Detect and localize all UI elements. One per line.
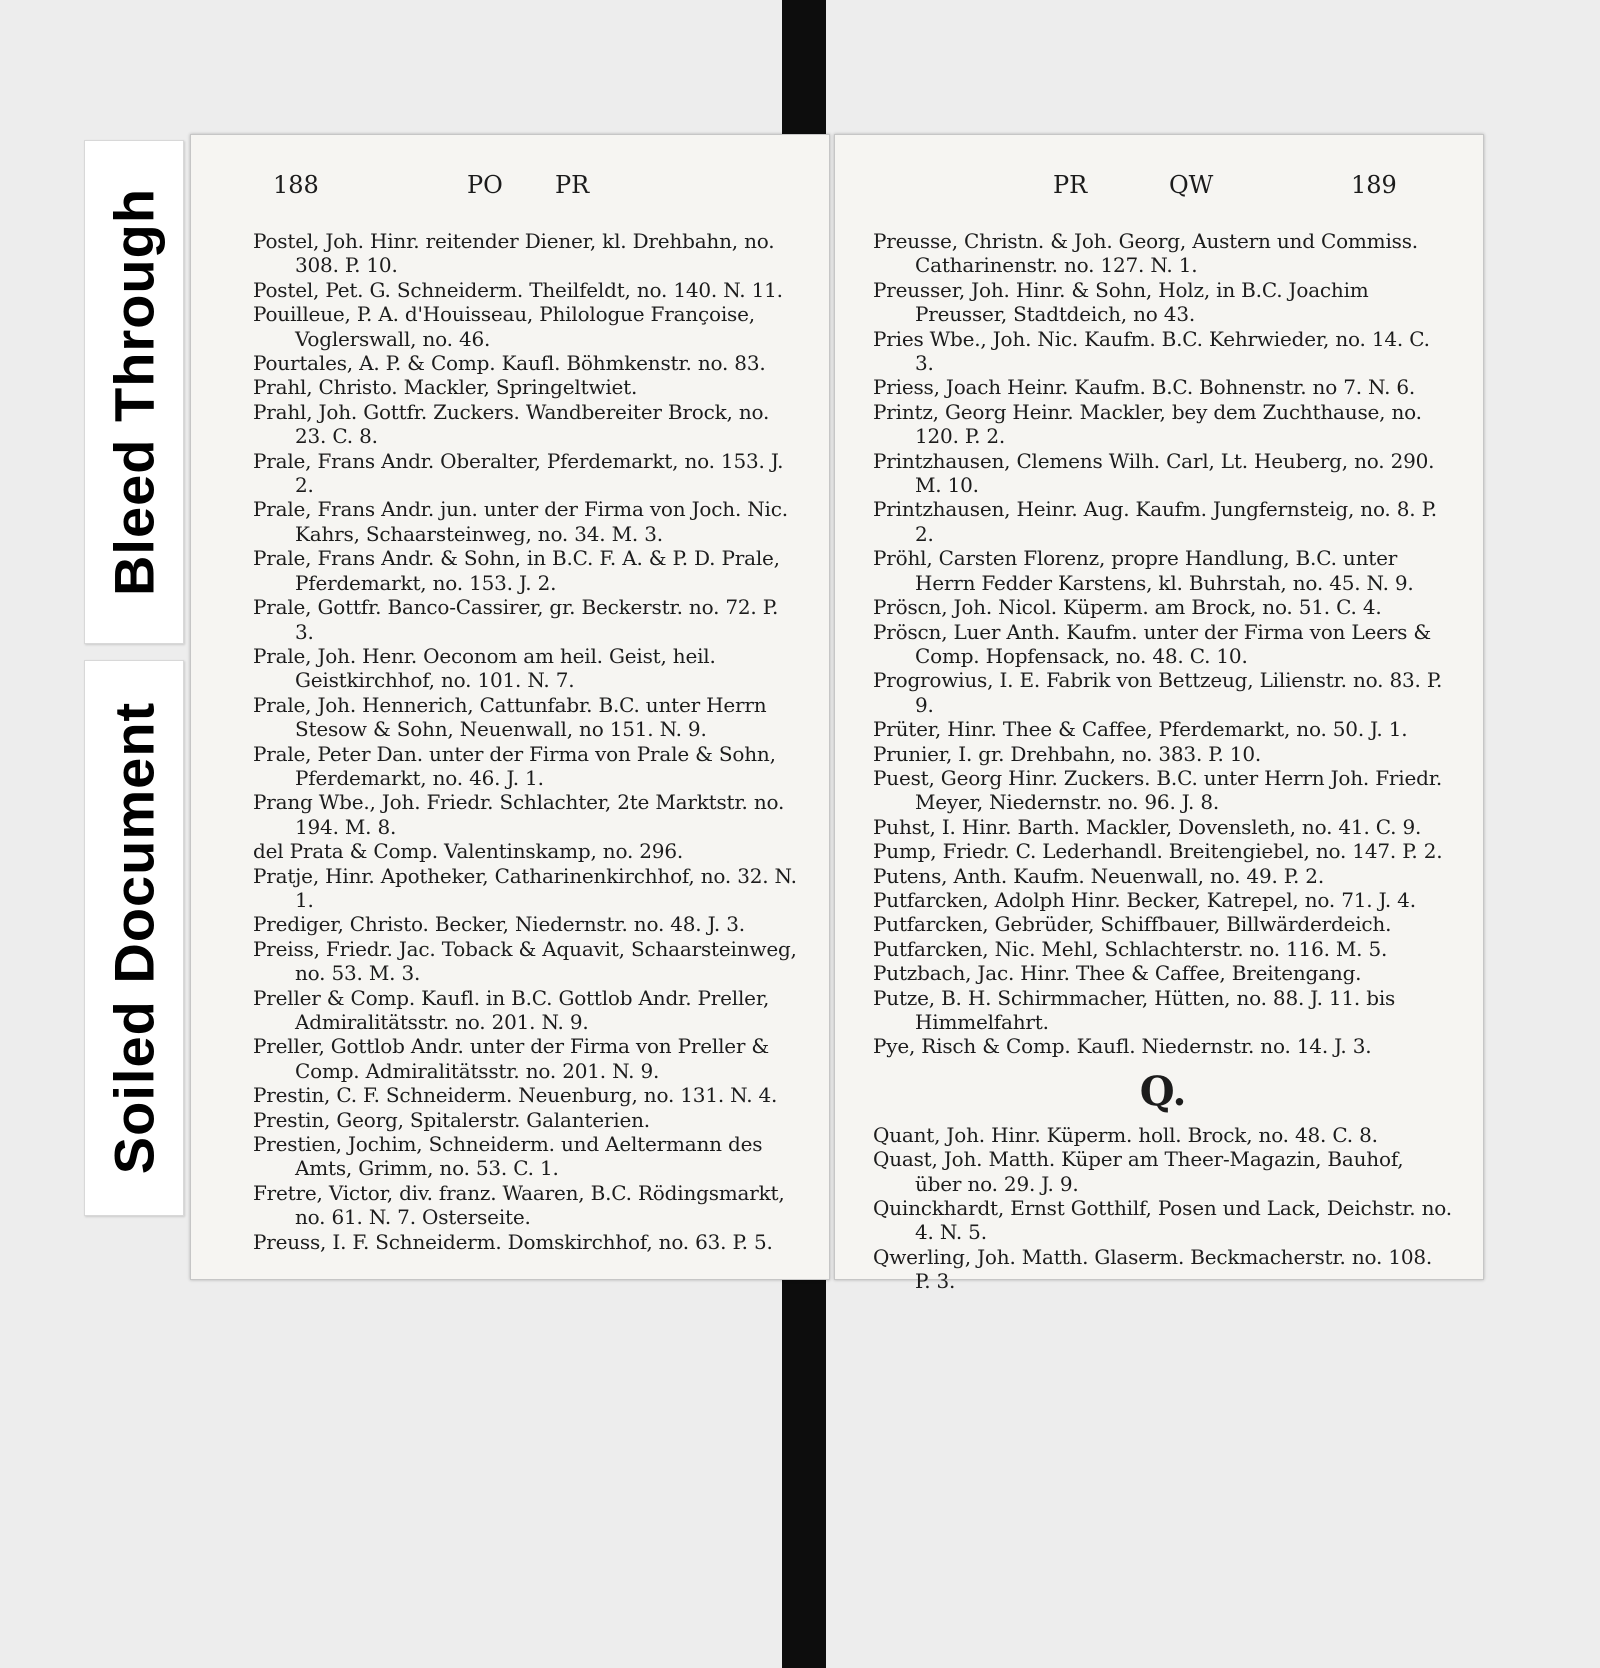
directory-entry: Putze, B. H. Schirmmacher, Hütten, no. 88. J. 11. bis Himmelfahrt. [873, 985, 1396, 1034]
right-page [834, 134, 1484, 1294]
left-page-number: 188 [273, 171, 319, 199]
directory-entry: Prang Wbe., Joh. Friedr. Schlachter, 2te Marktstr. no. 194. M. 8. [253, 790, 785, 839]
directory-entry: Fretre, Victor, div. franz. Waaren, B.C. Rödingsmarkt, no. 61. N. 7. Osterseite. [253, 1180, 785, 1230]
directory-entry: Prale, Frans Andr. & Sohn, in B.C. F. A. & P. D. Prale, Pferdemarkt, no. 153. J. 2. [253, 546, 780, 595]
left-page-header [191, 171, 829, 215]
directory-entry: Preusse, Christn. & Joh. Georg, Austern und Commiss. Catharinenstr. no. 127. N. 1. [873, 229, 1418, 278]
left-header-left: PO [467, 171, 503, 199]
directory-entry: Pröscn, Luer Anth. Kaufm. unter der Firma von Leers & Comp. Hopfensack, no. 48. C. 10. [873, 619, 1431, 668]
directory-entry: Putfarcken, Gebrüder, Schiffbauer, Billwärderdeich. [873, 912, 1392, 937]
directory-entry: Prale, Gottfr. Banco-Cassirer, gr. Beckerstr. no. 72. P. 3. [253, 595, 779, 644]
directory-entry: Preuss, I. F. Schneiderm. Domskirchhof, no. 63. P. 5. [253, 1229, 773, 1254]
left-page [190, 134, 830, 1280]
directory-entry: Preller & Comp. Kaufl. in B.C. Gottlob Andr. Preller, Admiralitätsstr. no. 201. N. 9. [253, 985, 770, 1034]
binding-spine-top [782, 0, 826, 144]
directory-entry: Postel, Pet. G. Schneiderm. Theilfeldt, no. 140. N. 11. [253, 277, 783, 302]
directory-entry: Pröscn, Joh. Nicol. Küperm. am Brock, no. 51. C. 4. [873, 595, 1382, 620]
directory-entry: Puest, Georg Hinr. Zuckers. B.C. unter Herrn Joh. Friedr. Meyer, Niedernstr. no. 96. J. 8. [873, 765, 1443, 815]
directory-entry: Puhst, I. Hinr. Barth. Mackler, Dovensleth, no. 41. C. 9. [873, 814, 1422, 839]
right-page-header [835, 171, 1483, 215]
bleed-through-label: Bleed Through [102, 187, 166, 597]
directory-entry: Prahl, Christo. Mackler, Springeltwiet. [253, 375, 638, 400]
directory-entry: Printz, Georg Heinr. Mackler, bey dem Zuchthause, no. 120. P. 2. [873, 399, 1422, 449]
directory-entry: Progrowius, I. E. Fabrik von Bettzeug, Lilienstr. no. 83. P. 9. [873, 668, 1443, 717]
directory-entry: Qwerling, Joh. Matth. Glaserm. Beckmacherstr. no. 108. P. 3. [873, 1244, 1433, 1294]
soiled-document-label-card [84, 660, 184, 1216]
bleed-through-label-card [84, 140, 184, 644]
directory-entry: Preiss, Friedr. Jac. Toback & Aquavit, Schaarsteinweg, no. 53. M. 3. [253, 936, 797, 986]
directory-entry: Putens, Anth. Kaufm. Neuenwall, no. 49. P. 2. [873, 863, 1324, 888]
directory-entry: Quast, Joh. Matth. Küper am Theer-Magazin, Bauhof, über no. 29. J. 9. [873, 1147, 1404, 1196]
directory-entry: Quant, Joh. Hinr. Küperm. holl. Brock, no. 48. C. 8. [873, 1122, 1378, 1147]
directory-entry: Preusser, Joh. Hinr. & Sohn, Holz, in B.C. Joachim Preusser, Stadtdeich, no 43. [873, 277, 1369, 327]
directory-entry: Printzhausen, Heinr. Aug. Kaufm. Jungfernsteig, no. 8. P. 2. [873, 497, 1437, 546]
right-header-left: PR [1053, 171, 1088, 199]
directory-entry: Priess, Joach Heinr. Kaufm. B.C. Bohnenstr. no 7. N. 6. [873, 375, 1416, 400]
directory-entry: Putfarcken, Adolph Hinr. Becker, Katrepel, no. 71. J. 4. [873, 887, 1416, 912]
directory-entry: Prahl, Joh. Gottfr. Zuckers. Wandbereiter Brock, no. 23. C. 8. [253, 399, 770, 449]
directory-entry: del Prata & Comp. Valentinskamp, no. 296. [253, 839, 684, 864]
directory-entry: Pye, Risch & Comp. Kaufl. Niedernstr. no. 14. J. 3. [873, 1034, 1372, 1059]
directory-entry: Prüter, Hinr. Thee & Caffee, Pferdemarkt, no. 50. J. 1. [873, 717, 1408, 742]
directory-entry: Pries Wbe., Joh. Nic. Kaufm. B.C. Kehrwieder, no. 14. C. 3. [873, 326, 1430, 376]
directory-entry: Prestien, Jochim, Schneiderm. und Aeltermann des Amts, Grimm, no. 53. C. 1. [253, 1132, 763, 1181]
directory-entry: Printzhausen, Clemens Wilh. Carl, Lt. Heuberg, no. 290. M. 10. [873, 448, 1435, 498]
directory-entry: Prestin, Georg, Spitalerstr. Galanterien. [253, 1107, 650, 1132]
directory-entry: Pump, Friedr. C. Lederhandl. Breitengiebel, no. 147. P. 2. [873, 839, 1443, 864]
directory-entry: Prale, Frans Andr. jun. unter der Firma von Joch. Nic. Kahrs, Schaarsteinweg, no. 34. M. 3. [253, 497, 788, 546]
directory-entry: Prale, Joh. Hennerich, Cattunfabr. B.C. unter Herrn Stesow & Sohn, Neuenwall, no 151. N. 9. [253, 692, 767, 742]
directory-entry: Pratje, Hinr. Apotheker, Catharinenkirchhof, no. 32. N. 1. [253, 863, 797, 912]
directory-entry: Prale, Frans Andr. Oberalter, Pferdemarkt, no. 153. J. 2. [253, 448, 784, 498]
section-letter-q: Q. [1139, 1067, 1187, 1115]
directory-entry: Pourtales, A. P. & Comp. Kaufl. Böhmkenstr. no. 83. [253, 351, 766, 376]
directory-entry: Putfarcken, Nic. Mehl, Schlachterstr. no. 116. M. 5. [873, 936, 1388, 961]
directory-entry: Quinckhardt, Ernst Gotthilf, Posen und Lack, Deichstr. no. 4. N. 5. [873, 1196, 1452, 1245]
right-header-right: QW [1169, 171, 1214, 199]
directory-entry: Prediger, Christo. Becker, Niedernstr. no. 48. J. 3. [253, 912, 745, 937]
directory-entry: Prunier, I. gr. Drehbahn, no. 383. P. 10. [873, 741, 1262, 766]
left-header-right: PR [555, 171, 590, 199]
directory-entry: Prale, Peter Dan. unter der Firma von Prale & Sohn, Pferdemarkt, no. 46. J. 1. [253, 741, 776, 790]
left-entry-list [253, 229, 799, 1254]
soiled-document-label: Soiled Document [102, 701, 166, 1175]
right-page-number: 189 [1351, 171, 1397, 199]
right-entry-list [873, 229, 1453, 1294]
directory-entry: Prestin, C. F. Schneiderm. Neuenburg, no. 131. N. 4. [253, 1083, 778, 1108]
directory-entry: Prale, Joh. Henr. Oeconom am heil. Geist, heil. Geistkirchhof, no. 101. N. 7. [253, 643, 716, 693]
directory-entry: Pröhl, Carsten Florenz, propre Handlung, B.C. unter Herrn Fedder Karstens, kl. Buhrstah, no. 45. N. 9. [873, 546, 1414, 595]
binding-spine-bottom [782, 1274, 826, 1668]
directory-entry: Preller, Gottlob Andr. unter der Firma von Preller & Comp. Admiralitätsstr. no. 201. N. 9. [253, 1034, 770, 1083]
directory-entry: Postel, Joh. Hinr. reitender Diener, kl. Drehbahn, no. 308. P. 10. [253, 229, 775, 278]
directory-entry: Pouilleue, P. A. d'Houisseau, Philologue Françoise, Voglerswall, no. 46. [253, 302, 755, 351]
directory-entry: Putzbach, Jac. Hinr. Thee & Caffee, Breitengang. [873, 961, 1362, 986]
